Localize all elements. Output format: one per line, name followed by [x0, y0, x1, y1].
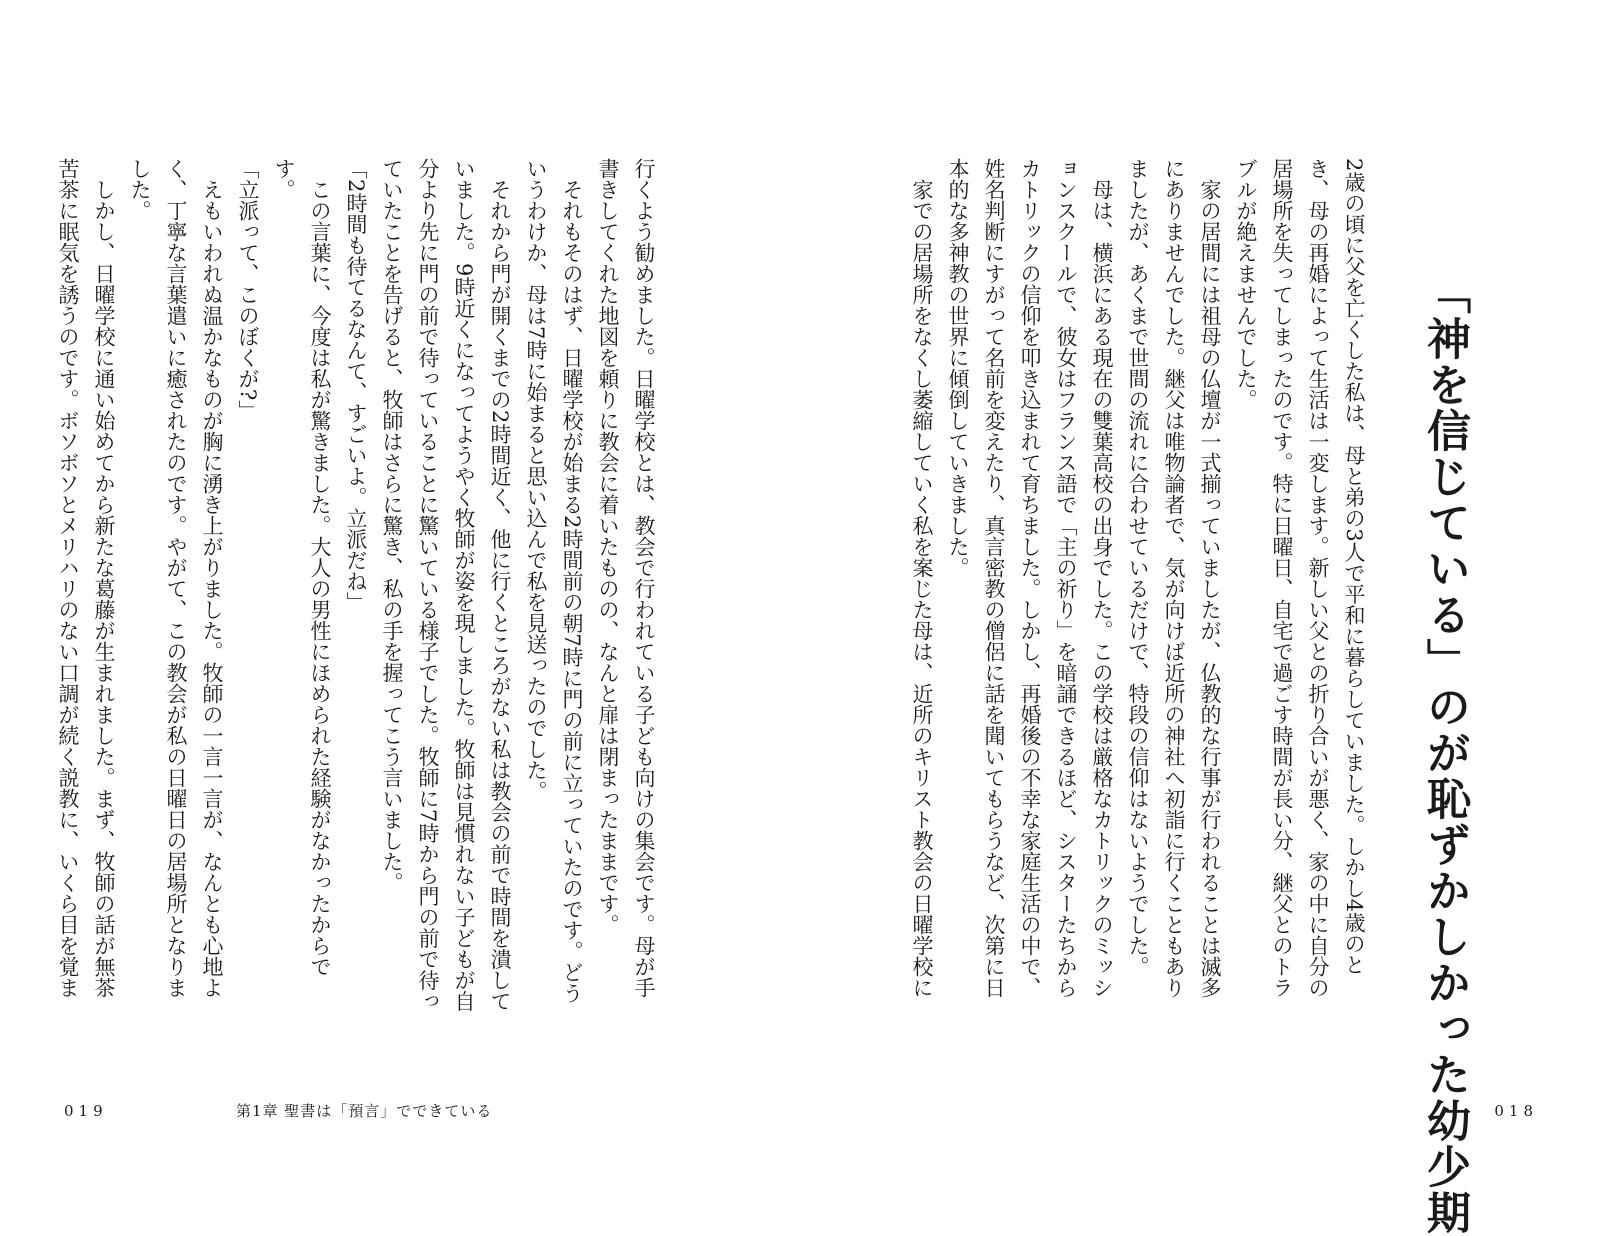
right-page-body — [910, 158, 1372, 1012]
chapter-title: 「神を信じている」のが恥ずかしかった幼少期 — [1419, 270, 1470, 1236]
paragraph: えもいわれぬ温かなものが胸に湧き上がりました。牧師の一言一言が、なんとも心地よく、丁寧な言葉遣いに癒されたのです。やがて、この教会が私の日曜日の居場所となりました。 — [128, 158, 224, 998]
paragraph: それから門が開くまでの2時間近く、他に行くところがない私は教会の前で時間を潰していました。9時近くになってようやく牧師が姿を現しました。牧師は見慣れない子どもが自分より先に門の前で待っていることに驚いている様子でした。牧師に7時から門の前で待っていたことを告げると、牧師はさらに驚き、私の手を握ってこう言いました。 — [380, 158, 512, 1012]
page-number-right: 018 — [1494, 1102, 1538, 1120]
page-number-left: 019 — [64, 1102, 108, 1120]
paragraph: 2歳の頃に父を亡くした私は、母と弟の3人で平和に暮らしていました。しかし4歳のとき、母の再婚によって生活は一変します。新しい父との折り合いが悪く、家の中に自分の居場所を失ってしまったのです。特に日曜日、自宅で過ごす時間が長い分、継父とのトラブルが絶えませんでした。 — [1234, 158, 1366, 998]
paragraph: この言葉に、今度は私が驚きました。大人の男性にほめられた経験がなかったからです。 — [272, 158, 332, 977]
paragraph: しかし、日曜学校に通い始めてから新たな葛藤が生まれました。まず、牧師の話が無茶苦茶に眠気を誘うのです。ボソボソとメリハリのない口調が続く説教に、いくら目を覚ま — [56, 158, 116, 998]
quote: 「2時間も待てるなんて、すごいよ。立派だね」 — [344, 158, 368, 613]
paragraph: 行くよう勧めました。日曜学校とは、教会で行われている子ども向けの集会です。母が手書きしてくれた地図を頼りに教会に着いたものの、なんと扉は閉まったままです。 — [596, 158, 656, 998]
quote: 「立派って、このぼくが?」 — [236, 158, 260, 422]
paragraph: 家の居間には祖母の仏壇が一式揃っていましたが、仏教的な行事が行われることは滅多にありませんでした。継父は唯物論者で、気が向けば近所の神社へ初詣に行くこともありましたが、あくまで世間の流れに合わせているだけで、特段の信仰はないようでした。 — [1126, 158, 1222, 998]
paragraph: 母は、横浜にある現在の雙葉高校の出身でした。この学校は厳格なカトリックのミッションスクールで、彼女はフランス語で「主の祈り」を暗誦できるほど、シスターたちからカトリックの信仰を叩き込まれて育ちました。しかし、再婚後の不幸な家庭生活の中で、姓名判断にすがって名前を変えたり、真言密教の僧侶に話を聞いてもらうなど、次第に日本的な多神教の世界に傾倒していきました。 — [946, 158, 1114, 998]
left-page-body — [56, 158, 662, 1012]
paragraph: 家での居場所をなくし萎縮していく私を案じた母は、近所のキリスト教会の日曜学校に — [910, 179, 934, 998]
running-head: 第1章 聖書は「預言」でできている — [236, 1102, 493, 1120]
paragraph: それもそのはず、日曜学校が始まる2時間前の朝7時に門の前に立っていたのです。どういうわけか、母は7時に始まると思い込んで私を見送ったのでした。 — [524, 158, 584, 1004]
